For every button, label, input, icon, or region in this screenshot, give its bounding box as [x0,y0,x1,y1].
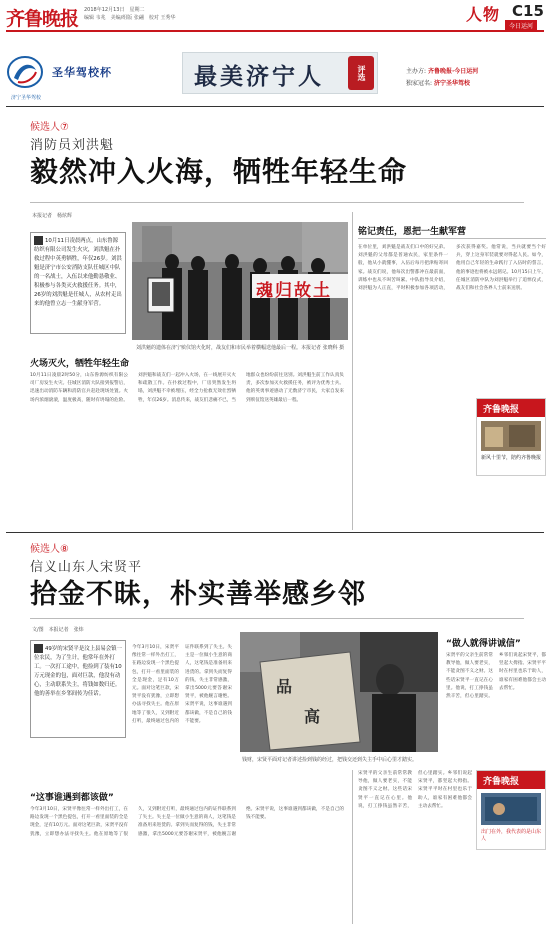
issue-date: 2018年12月13日 星期二 [84,7,145,13]
lead-marker-icon [34,236,43,245]
photo-banner-text: 魂归故土 [256,281,332,301]
story-headline-2: 拾金不昧，朴实善举感乡邻 [30,579,366,610]
man-with-banner-image [240,632,438,752]
cosponsor-label: 独家冠名: [406,80,433,87]
lead-paragraph-box-2 [30,640,126,738]
sidebar-rule [358,238,546,239]
headline-rule-2 [30,618,524,619]
header-rule [6,30,544,32]
promo-ad-text: 新风十里节，陪约齐鲁晚报 [481,455,542,461]
lead-marker-icon-2 [34,644,43,653]
story-byline-2: 文/图 本报记者 张炜 [32,627,84,633]
story-intro-column: 今年3月10日，宋贤平像往常一样外出打工，在路边发现一个黑色提包，打开一看里面装的全是现金，足有10万元。面对这笔巨款，宋贤平没有犹豫，立即想办法寻找失主。他在原地等了很久，又到附近打听，最终通过包内的证件联系到了失主。失主是一位做小生意的商人，这笔钱是准备用来进货的。拿到失而复得的钱，失主非常感激，拿出5000元要答谢宋贤平，被他婉言谢绝。宋贤平说，这事谁遇到都该做，不是自己的钱不能要。 [132,645,232,724]
story-photo [132,222,348,340]
candidate-name-2: 信义山东人宋贤平 [30,560,143,575]
story-separator [6,532,544,533]
sponsor-line [406,66,478,75]
sidebar-body-2b: 宋贤平的父亲生前常常教导他，做人要老实，不能贪图不义之财。这些话宋贤平一直记在心里。他说，打工挣钱虽然辛苦，但心里踏实。乡邻们说起宋贤平，都竖起大拇指。宋贤平平时在村里也乐于助人，谁家有困难他都会主动去帮忙。 [358,771,472,809]
column-divider [352,212,353,530]
driving-school-logo-icon [6,52,44,96]
section-subhead-2: “这事谁遇到都该做” [30,793,114,803]
sidebar-heading-2: “做人就得讲诚信” [446,639,521,649]
driving-school-name: 济宁圣华驾校 [10,95,41,101]
banner-rule [6,106,544,107]
sidebar-body-2: 宋贤平的父亲生前常常教导他，做人要老实，不能贪图不义之财。这些话宋贤平一直记在心里。他说，打工挣钱虽然辛苦，但心里踏实。乡邻们说起宋贤平，都竖起大拇指。宋贤平平时在村里也乐于助人，谁家有困难他都会主动去帮忙。 [446,653,546,700]
banner-seal: 评选 [348,56,374,90]
story-body-2: 今年3月10日，宋贤平像往常一样外出打工，在路边发现一个黑色提包，打开一看里面装的全是现金，足有10万元。面对这笔巨款，宋贤平没有犹豫，立即想办法寻找失主。他在原地等了很久，又到附近打听，最终通过包内的证件联系到了失主。失主是一位做小生意的商人，这笔钱是准备用来进货的。拿到失而复得的钱，失主非常感激，拿出5000元要答谢宋贤平，被他婉言谢绝。宋贤平说，这事谁遇到都该做，不是自己的钱不能要。 [30,807,344,837]
promo-ad-2-logo: 齐鲁晚报 [483,777,520,787]
promo-ad-2 [476,770,546,850]
promo-ad-logo: 齐鲁晚报 [483,405,520,415]
cosponsor-name: 济宁圣华驾校 [433,80,470,87]
candidate-name: 消防员刘洪魁 [30,138,115,153]
sidebar-heading: 铭记责任，恩把一生献军营 [358,227,467,237]
lead-paragraph-2: 49岁的宋贤平是汶上县易会镇一位农民，为了生计，他常年在外打工。一次打工途中，他捡到了装有10万元现金的包，面对巨款，他没有动心，主动联系失主，将钱如数归还。他的善举在乡邻间传为佳话。 [34,646,122,697]
banner-title: 最美济宁人 [194,63,324,90]
lead-paragraph: 10月11日凌晨两点，山东鲁源纺织有限公司发生火灾，刘洪魁在扑救过程中英勇牺牲，年仅26岁。刘洪魁是济宁市公安消防支队任城区中队的一名战士，入伍以来他勤恳敬业、积极参与各类灭火救援任务。其中，26岁的刘洪魁是任城人，从农村走出来的他曾立志一生献身军营。 [34,238,122,307]
section-title: 人物 [466,5,501,24]
lead-paragraph-box [30,232,126,334]
story-headline: 毅然冲入火海，牺牲年轻生命 [30,155,408,188]
column-divider-2 [352,770,353,924]
sidebar-body: 在单位里，刘洪魁是战友们口中的好兄弟。刘洪魁的父母都是普通农民，家里条件一般，他从小就懂事，入伍后每月把津贴寄回家。战友们说，他每次出警都冲在最前面，训练中也从不叫苦叫累。中队指导员介绍，刘洪魁为人正直，平时积极参加各项活动，多次获得嘉奖。他常说，当兵就要当个好兵，穿上这身军装就要对得起人民。如今，他用自己年轻的生命践行了入伍时的誓言，他的事迹也将被永远铭记。10月15日上午，任城区消防中队为刘洪魁举行了追悼仪式，战友们和社会各界人士前来送别。 [358,245,546,292]
cosponsor-line [406,78,470,87]
promo-ad-image [481,421,541,451]
promo-ad [476,398,546,476]
candidate-number: 候选人⑦ [30,122,69,133]
page-number: C15 [512,2,544,20]
story-body: 10月11日凌晨2时50分，山东鲁源纺织有限公司厂房发生火灾。任城区消防大队接到报警后，迅速出动消防车辆和消防官兵赶赴现场处置。火场内浓烟滚滚，温度极高，随时有坍塌的危险。刘洪魁和战友们一起冲入火场，在一线展开灭火和疏散工作。在扑救过程中，厂房突然发生坍塌，刘洪魁不幸被埋压，经全力抢救无效壮烈牺牲，年仅26岁。消息传来，战友们悲痛不已，当地群众也纷纷前往送别。刘洪魁生前工作认真负责，多次参加灭火救援任务，被评为优秀士兵。他的英勇事迹感动了无数济宁市民，大家自发来到殡仪馆送英雄最后一程。 [30,373,344,403]
svg-text:品: 品 [276,677,293,696]
photo-caption: 刘洪魁的遗体在济宁殡仪馆火化时，战友们和市民举着横幅送他最后一程。本报记者 张晓科 摄 [136,345,345,351]
newspaper-logo: 齐鲁晚报 [6,8,79,30]
story-photo-2 [240,632,438,752]
section-tag: 今日运河 [505,20,537,31]
photo-caption-2: 钱财，宋贤平面对记者讲述捡到钱的经过，把钱交还到失主手中后心里才踏实。 [242,757,418,763]
banner-slogan: 圣华驾校杯 [52,66,112,79]
headline-rule [30,202,524,203]
promo-ad-2-image [481,793,541,825]
story-byline: 本报记者 杨炫辉 [32,213,73,219]
section-subhead: 火场灭火，牺牲年轻生命 [30,359,130,369]
sponsor-label: 主办方: [406,68,427,75]
sponsor-name: 齐鲁晚报·今日运河 [427,68,479,75]
svg-text:高: 高 [304,707,321,726]
promo-ad-2-text: 出门在外，我代表的是山东人 [481,829,542,842]
candidate-number-2: 候选人⑧ [30,544,69,555]
editor-credits: 编辑 韦兆 美编/组版 张翩 校对 王秀华 [84,15,176,21]
